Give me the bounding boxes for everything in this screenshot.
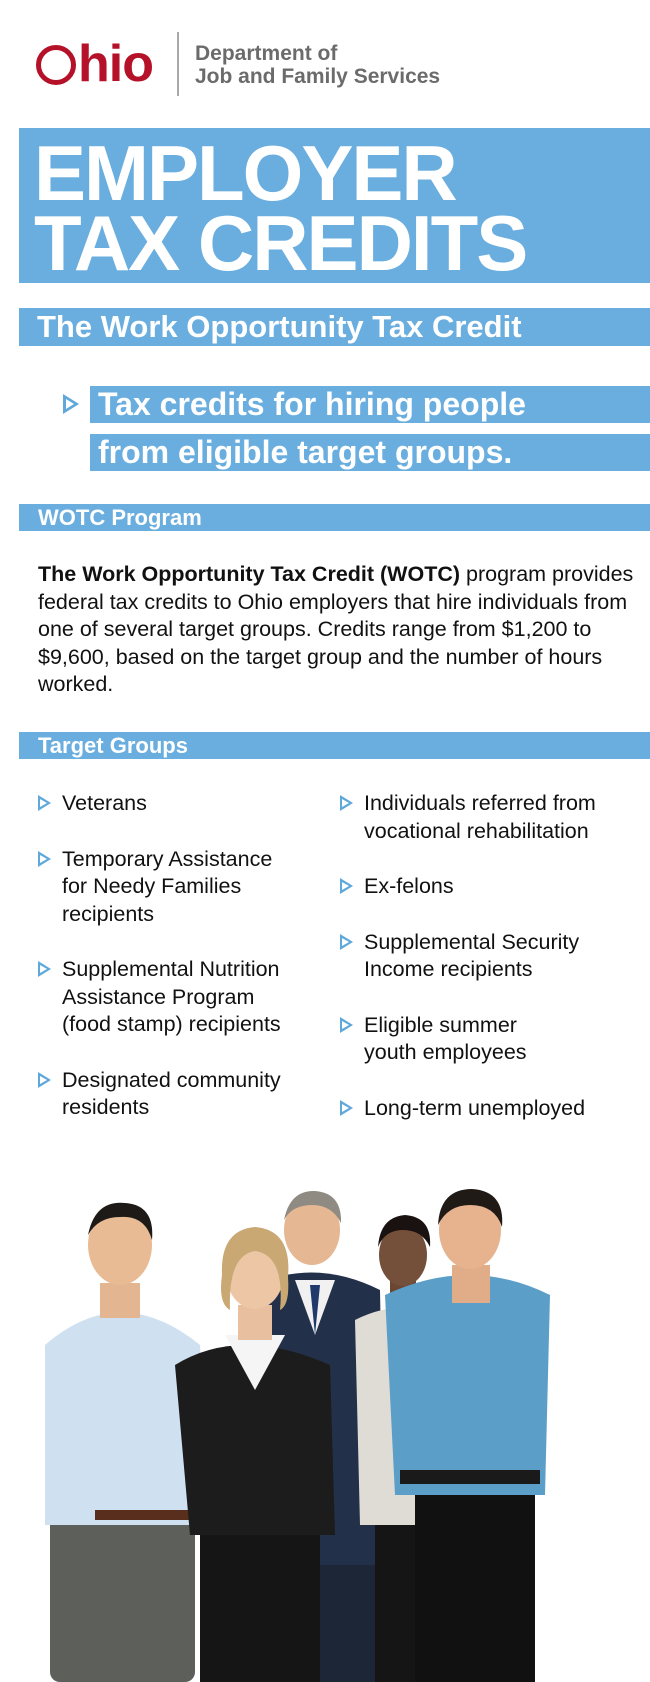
list-item-text: Supplemental Nutrition Assistance Program (food stamp) recipients <box>62 957 281 1036</box>
list-item-text: Designated community residents <box>62 1067 281 1119</box>
person-1 <box>45 1203 205 1682</box>
target-groups-right-list <box>340 790 640 1150</box>
title-line-1: EMPLOYER <box>34 129 456 217</box>
wotc-bold-lead: The Work Opportunity Tax Credit (WOTC) <box>38 562 461 586</box>
list-item <box>340 1012 640 1067</box>
callout-line-2: from eligible target groups. <box>98 434 513 470</box>
list-item <box>38 846 328 929</box>
logo-divider <box>177 32 179 96</box>
list-item-text: Individuals referred from vocational rehabilitation <box>364 791 596 843</box>
bullet-arrow-icon <box>340 795 353 811</box>
target-groups-left-list <box>38 790 328 1150</box>
subtitle: The Work Opportunity Tax Credit <box>37 309 522 344</box>
list-item <box>38 790 328 818</box>
title-line-2: TAX CREDITS <box>34 199 527 287</box>
callout-arrow-icon <box>63 394 79 414</box>
list-item <box>38 956 328 1039</box>
list-item-text: Ex-felons <box>364 874 454 898</box>
list-item <box>340 929 640 984</box>
wotc-section-heading: WOTC Program <box>38 505 202 530</box>
list-item <box>340 790 640 845</box>
list-item-text: Eligible summer youth employees <box>364 1012 527 1064</box>
bullet-arrow-icon <box>38 795 51 811</box>
bullet-arrow-icon <box>340 934 353 950</box>
department-line-2: Job and Family Services <box>195 65 441 88</box>
bullet-arrow-icon <box>340 878 353 894</box>
bullet-arrow-icon <box>38 1072 51 1088</box>
logo-o-ring <box>36 45 76 85</box>
employees-group-photo <box>40 1185 610 1682</box>
list-item-text: Supplemental Security Income recipients <box>364 929 580 981</box>
department-line-1: Department of <box>195 42 338 65</box>
list-item <box>340 873 640 901</box>
bullet-arrow-icon <box>340 1100 353 1116</box>
wotc-paragraph <box>38 561 638 699</box>
list-item <box>340 1095 640 1123</box>
bullet-arrow-icon <box>38 961 51 977</box>
callout-line-1: Tax credits for hiring people <box>98 386 526 422</box>
logo-text-rest: hio <box>78 35 153 93</box>
target-groups-heading: Target Groups <box>38 733 188 758</box>
list-item-text: Veterans <box>62 791 147 815</box>
department-name <box>195 42 440 88</box>
wotc-body: program provides federal tax credits to Ohio employers that hire individuals from one of several target groups. Credits range from $1,200 to $9,600, based on the target group and the number of hours worked. <box>38 562 634 696</box>
list-item <box>38 1067 328 1122</box>
bullet-arrow-icon <box>340 1017 353 1033</box>
list-item-text: Long-term unemployed <box>364 1095 586 1120</box>
bullet-arrow-icon <box>38 851 51 867</box>
list-item-text: Temporary Assistance for Needy Families recipients <box>62 846 273 926</box>
ohio-logo <box>36 36 153 92</box>
